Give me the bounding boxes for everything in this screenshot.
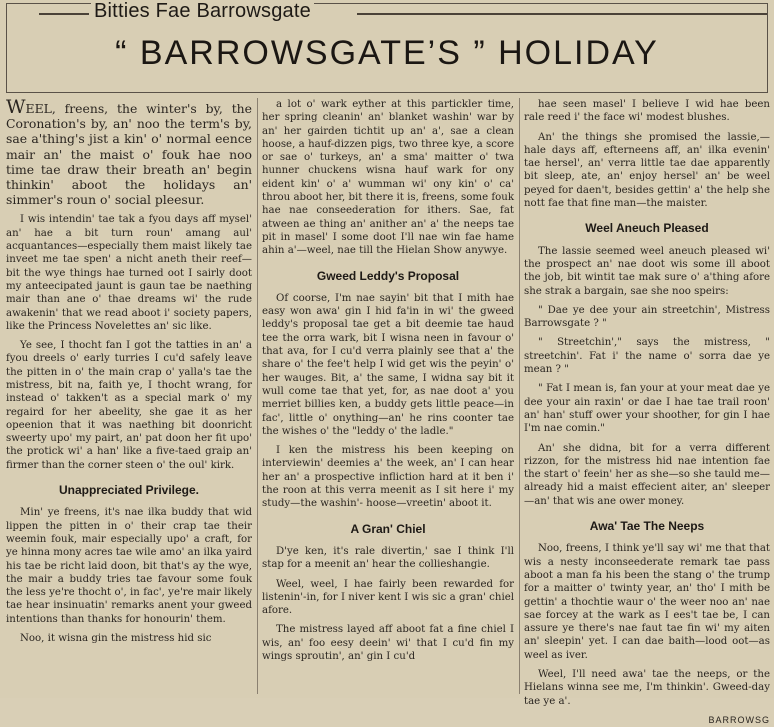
paragraph: a lot o' wark eyther at this partickler time, her spring cleanin' an' blanket washin' war by an' her gairden tichtit up an' a', sae a clean hoose, a hauf-dizzen pigs, two three kye, a score or sae o' turkeys, an' a sma' maitter o' twa hunner chuckens wisna hauf wark for ony eident kin' o' a' wumman wi' ony kin' o' ca' throu aboot her, bit there it is, freens, some fouk hae nae conseederation for ithers. Sae, fat atween ae thing an' anither an' a' the neeps tae pit in masel' I some doot I'll nae win fae hame ahin a'—weel, nae till the Hielan Show anywye. [262, 99, 514, 257]
kicker-row [7, 0, 767, 26]
subheading: Awa' Tae The Neeps [589, 519, 705, 534]
subheading: Unappreciated Privilege. [58, 483, 200, 498]
column-divider [519, 98, 520, 694]
paragraph: I wis intendin' tae tak a fyou days aff mysel' an' hae a bit turn roun' amang aul' acquantances—especially them maist likely tae inveet me tae spen' a nicht aneth their reef—bit the wye things hae turned oot I sairly doot my anteecipated jaunt is gaun tae be naething mair than ane o' thae dreams wi' the rude awakenin' that we read aboot i' society papers, like the Princess Novelettes an' sic like. [6, 214, 252, 332]
paragraph: Weel, weel, I hae fairly been rewarded for listenin'-in, for I niver kent I wis sic a gran' chiel afore. [262, 578, 514, 617]
paragraph: The lassie seemed weel aneuch pleased wi' the prospect an' nae doot wis some ill aboot the job, bit wintit tae mak sure o' a'thing afore she strak a bargain, sae she noo speirs: [524, 245, 770, 297]
article-headline: “ BARROWSGATE’S ” HOLIDAY [115, 34, 659, 72]
article-column-2 [262, 98, 514, 669]
paragraph: " Streetchin'," says the mistress, " streetchin'. Fat i' the name o' sorra dae ye mean ? " [524, 337, 770, 376]
masthead [6, 0, 768, 93]
article-column-3 [524, 98, 770, 727]
subheading: A Gran' Chiel [350, 521, 426, 536]
paragraph: " Dae ye dee your ain streetchin', Mistress Barrowsgate ? " [524, 304, 770, 330]
paragraph: hae seen masel' I believe I wid hae been rale reed i' the face wi' modest blushes. [524, 99, 770, 124]
column-divider [257, 98, 258, 694]
subheading: Gweed Leddy's Proposal [316, 268, 460, 283]
column-kicker: Bitties Fae Barrowsgate [91, 0, 314, 23]
paragraph: Weel, I'll need awa' tae the neeps, or the Hielans winna see me, I'm thinkin'. Gweed-day tae ye a'. [524, 668, 770, 707]
paragraph: The mistress layed aff aboot fat a fine chiel I wis, an' foo eesy deein' wi' that I cu'd fin my wings sproutin', an' gin I cu'd [262, 624, 514, 662]
paragraph: An' the things she promised the lassie,—hale days aff, efterneens aff, an' ilka evenin' tae hersel', an' verra little tae dae apparently bit sleep, ate, an' enjoy hersel' an' be weel peyed for daen't, besides gettin' a' the help she nott fae that fine man—the maister. [524, 131, 770, 210]
subheading: Weel Aneuch Pleased [585, 221, 709, 236]
paragraph: Min' ye freens, it's nae ilka buddy that wid lippen the pitten in o' their crap tae their weemin fouk, mair especially upo' a craft, for ye hinna mony acres tae wile amo' an ilka yaird his tae be richt laid doon, bit that's ay the wye, the mair a buddy tries tae favour some fouk the less ye're thocht o', in fac', ye're mair likely tae hear insinuatin' remarks anent your gweed intentions than thanks for honourin' them. [6, 507, 252, 625]
kicker-rule-right [357, 13, 767, 15]
kicker-rule-left [39, 13, 89, 15]
article-column-1 [6, 96, 252, 651]
drop-cap: W [6, 96, 26, 118]
paragraph: I ken the mistress his been keeping on interviewin' deemies a' the week, an' I can hear her an' a prospective infliction hard at it ben i' the roon at this verra meenit as I sit here i' my study—the washin'- hoose—vreetin' aboot it. [262, 445, 514, 510]
author-signature: BARROWSG [708, 714, 770, 725]
paragraph: An' she didna, bit for a verra different rizzon, for the mistress hid nae intention fae the start o' feein' her as she—so she tauld me—already hid a maist effecient aiter, an' sleeper—an' that wis ane ower money. [524, 442, 770, 507]
paragraph: Noo, it wisna gin the mistress hid sic [20, 633, 212, 645]
paragraph: Of coorse, I'm nae sayin' bit that I mith hae easy won awa' gin I hid fa'in in wi' the gweed leddy's proposal tae get a bit deemie tae haud tee the orra wark, bit I wisna neen in favour o' that ava, for I cu'd verra plainly see that a' the share o' the fee't help I wid get wis the peyin' o' her wauges. Bit, a' the same, I widna say bit it wull come tae that yet, for, as nae doot a' you merriet billies ken, a buddy gets little peace—in fac', little o' onything—an' he rins coonter tae the wishes o' the "leddy o' the ladle." [262, 292, 514, 437]
paragraph: Noo, freens, I think ye'll say wi' me that that wis a nesty inconseederate remark tae pass aboot a man fa his been the stang o' the trump for a maitter o' twinty year, an' tho' I mith be gettin' a thochtie waur o' the weer noo an' nae sae forcey at the wark as I ees't tae be, I can assure ye there's nae faut tae fin wi' my aiten an' sleepin' yet. I can dae baith—lood oot—as weel as iver. [524, 543, 770, 661]
paragraph: Ye see, I thocht fan I got the tatties in an' a fyou dreels o' early turries I cu'd safely leave the pitten in o' the main crap o' yalla's tae the mistress, bit na, faith ye, I thocht wrang, for instead o' takken't as a special mark o' my regaird for her abeelity, she gae it as her opeenion that it was naething bit doonricht sweerty upo' my pairt, an' pat doon her fit upo' the protick wi' a han' like a five-taed graip an' firmer than the corner steen o' the oul' kirk. [6, 340, 252, 471]
paragraph: D'ye ken, it's rale divertin,' sae I think I'll stap for a meenit an' hear the collieshangie. [262, 545, 514, 571]
lead-text: EEL, freens, the winter's by, the Coronation's by, an' noo the term's by, sae a'thing's jist a kin' o' normal eence mair an' the maist o' fouk hae noo time tae draw their breath an' begin thinkin' aboot the holidays an' simmer's roun o' social pleesur. [6, 101, 252, 208]
paragraph: " Fat I mean is, fan your at your meat dae ye dee your ain raxin' or dae I hae tae trail roon' an' han' stuff ower your shoother, for gin I hae I'm nae comin." [524, 383, 770, 435]
lead-paragraph [6, 96, 252, 208]
